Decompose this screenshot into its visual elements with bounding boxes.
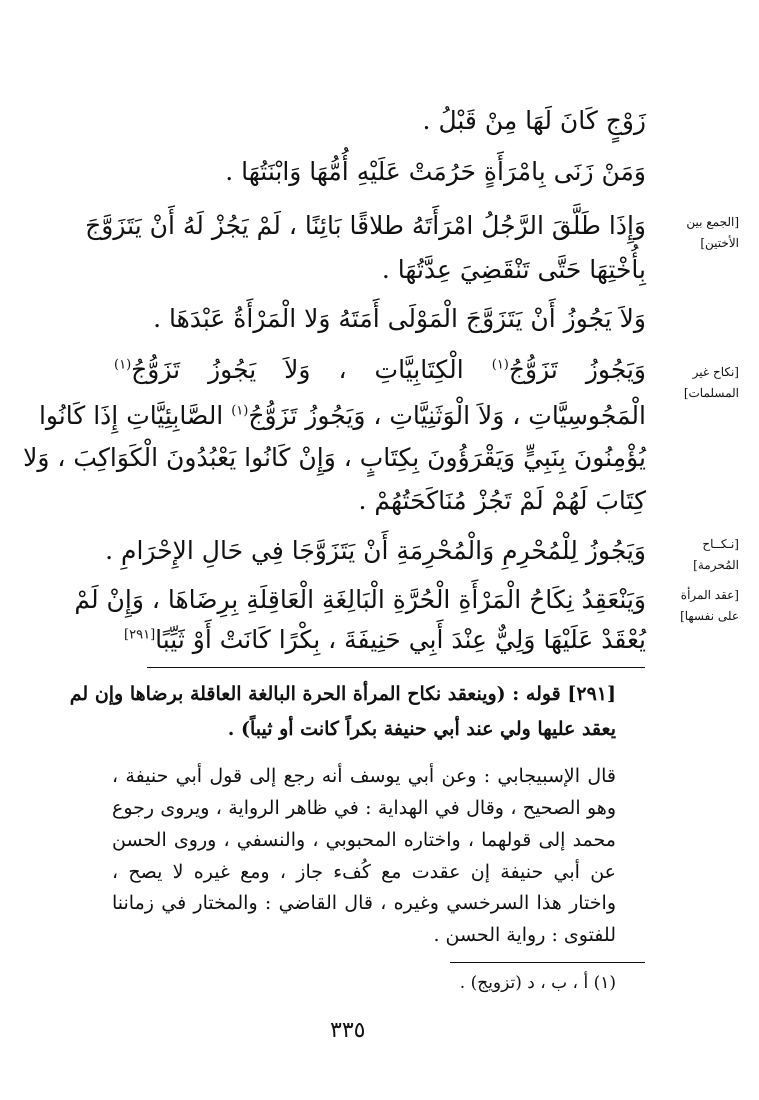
main-line-12-a: يُعْقَدْ عَلَيْهَا وَلِيٌّ عِنْدَ أَبِي حَنِيفَةَ ، بِكْرًا كَانَتْ أَوْ ثَيِّبًا — [155, 625, 646, 654]
main-line-3: وَإِذَا طَلَّقَ الرَّجُلُ امْرَأَتَهُ طلاقًا بَائِنًا ، لَمْ يَجُزْ لَهُ أَنْ يَتَزَوَّجَ — [85, 211, 646, 240]
commentary-line-8: للفتوى : رواية الحسن . — [433, 924, 616, 946]
margin-note-1 — [686, 216, 739, 249]
main-line-6-c: الْكِتَابِيَّاتِ ، وَلاَ يَجُوزُ تَزَوُّجُ — [131, 355, 492, 384]
footnote-ref: (١) — [491, 357, 509, 373]
main-line-6-a: وَيَجُوزُ تَزَوُّجُ — [508, 355, 646, 384]
margin-note-1-line1: [الجمع بين — [686, 215, 739, 229]
main-line-7-c: الصَّابِئِيَّاتِ إِذَا كَانُوا — [38, 401, 232, 430]
margin-note-2-line2: المسلمات] — [683, 386, 739, 400]
commentary-line-1: [٢٩١] قوله : (وينعقد نكاح المرأة الحرة البالغة العاقلة برضاها وإن لم — [69, 683, 616, 705]
footnote-separator — [450, 962, 645, 963]
commentary-line-2: يعقد عليها ولي عند أبي حنيفة بكراً كانت أو ثيباً) . — [227, 718, 616, 740]
margin-note-2 — [684, 366, 739, 399]
commentary-line-3: قال الإسبيجابي : وعن أبي يوسف أنه رجع إلى قول أبي حنيفة ، — [112, 765, 616, 787]
main-line-7-a: الْمَجُوسِيَّاتِ ، وَلاَ الْوَثَنِيَّاتِ ، وَيَجُوزُ تَزَوُّجُ — [248, 401, 646, 430]
commentary-line-5: محمد إلى قولهما ، واختاره المحبوبي ، والنسفي ، وروى الحسن — [112, 829, 616, 851]
main-line-5: وَلاَ يَجُوزُ أَنْ يَتَزَوَّجَ الْمَوْلَى أَمَتَهُ وَلا الْمَرْأَةُ عَبْدَهَا . — [153, 304, 646, 333]
page-number: ٣٣٥ — [330, 1018, 366, 1043]
margin-note-4-line1: [عقد المرأة — [680, 588, 739, 602]
main-line-4: بِأُخْتِهَا حَتَّى تَنْقَضِيَ عِدَّتُهَا . — [381, 255, 646, 284]
main-line-9: كِتَابَ لَهُمْ لَمْ تَجُزْ مُنَاكَحَتُهُمْ . — [358, 486, 646, 515]
margin-note-3-line1: [نـكــاح — [702, 537, 739, 551]
main-line-11: وَيَنْعَقِدُ نِكَاحُ الْمَرْأَةِ الْحُرَّةِ الْبَالِغَةِ الْعَاقِلَةِ بِرِضَاهَا ، وَإِنْ لَمْ — [74, 585, 646, 614]
main-line-10: وَيَجُوزُ لِلْمُحْرِمِ وَالْمُحْرِمَةِ أَنْ يَتَزَوَّجَا فِي حَالِ الإِحْرَامِ . — [105, 536, 646, 565]
main-line-7 — [38, 401, 646, 430]
main-line-6 — [114, 355, 646, 384]
margin-note-4 — [680, 589, 739, 622]
margin-note-3-line2: المُحرمة] — [693, 558, 739, 572]
main-line-2: وَمَنْ زَنَى بِامْرَأَةٍ حَرُمَتْ عَلَيْهِ أُمُّهَا وَابْنَتُهَا . — [225, 157, 646, 186]
footnote-ref: (١) — [231, 403, 249, 419]
margin-note-2-line1: [نكاح غير — [692, 365, 739, 379]
commentary-ref: [٢٩١] — [124, 627, 156, 643]
main-line-12 — [124, 625, 646, 654]
margin-note-3 — [693, 538, 739, 571]
main-line-8: يُؤْمِنُونَ بِنَبِيٍّ وَيَقْرَؤُونَ بِكِتَابٍ ، وَإِنْ كَانُوا يَعْبُدُونَ الْكَوَاكِبَ ، وَلا — [23, 443, 646, 472]
margin-note-1-line2: الأختين] — [700, 236, 739, 250]
footnote: (١) أ ، ب ، د (تزويج) . — [459, 973, 616, 993]
commentary-separator — [147, 667, 645, 668]
main-line-1: زَوْجٍ كَانَ لَهَا مِنْ قَبْلُ . — [422, 106, 646, 135]
commentary-line-4: وهو الصحيح ، وقال في الهداية : في ظاهر الرواية ، ويروى رجوع — [112, 797, 616, 819]
commentary-line-6: عن أبي حنيفة إن عقدت مع كُفء جاز ، ومع غيره لا يصح ، — [112, 861, 616, 883]
footnote-ref: (١) — [114, 357, 132, 373]
commentary-line-7: واختار هذا السرخسي وغيره ، قال القاضي : والمختار في زماننا — [112, 892, 616, 914]
margin-note-4-line2: على نفسها] — [680, 609, 739, 623]
